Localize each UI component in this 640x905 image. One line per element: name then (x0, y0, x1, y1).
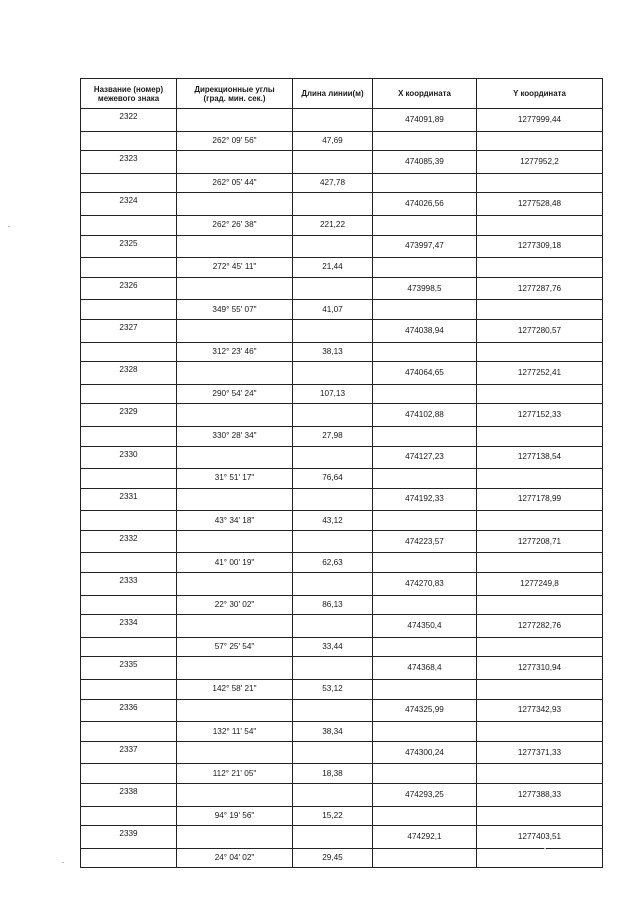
header-angle-line2: (град. мин. сек.) (203, 93, 266, 103)
y-coordinate-cell: 1277280,57 (477, 319, 603, 342)
line-length-cell: 107,13 (293, 384, 373, 404)
y-coordinate-cell: 1277528,48 (477, 193, 603, 216)
y-empty-cell (477, 553, 603, 573)
name-empty-cell (81, 764, 177, 784)
x-empty-cell (373, 426, 477, 446)
x-coordinate-cell: 474300,24 (373, 741, 477, 764)
y-empty-cell (477, 215, 603, 235)
x-empty-cell (373, 469, 477, 489)
direction-angle-cell: 22° 30' 02" (177, 595, 293, 615)
table-row (81, 258, 603, 278)
direction-angle-cell: 290° 54' 24" (177, 384, 293, 404)
angle-empty-cell (177, 235, 293, 258)
x-empty-cell (373, 300, 477, 320)
direction-angle-cell: 112° 21' 05" (177, 764, 293, 784)
name-empty-cell (81, 215, 177, 235)
direction-angle-cell: 272° 45' 11" (177, 258, 293, 278)
angle-empty-cell (177, 193, 293, 216)
line-length-cell: 38,13 (293, 342, 373, 362)
point-name-cell: 2331 (81, 488, 177, 511)
y-empty-cell (477, 637, 603, 657)
length-empty-cell (293, 615, 373, 638)
table-row (81, 151, 603, 174)
direction-angle-cell: 57° 25' 54" (177, 637, 293, 657)
x-empty-cell (373, 637, 477, 657)
x-coordinate-cell: 474293,25 (373, 784, 477, 807)
length-empty-cell (293, 699, 373, 722)
y-empty-cell (477, 806, 603, 826)
length-empty-cell (293, 404, 373, 427)
table-row (81, 384, 603, 404)
scan-speck (62, 862, 64, 863)
angle-empty-cell (177, 488, 293, 511)
length-empty-cell (293, 826, 373, 849)
table-row (81, 657, 603, 680)
direction-angle-cell: 262° 26' 38" (177, 215, 293, 235)
direction-angle-cell: 94° 19' 56" (177, 806, 293, 826)
table-row (81, 784, 603, 807)
line-length-cell: 29,45 (293, 848, 373, 868)
x-coordinate-cell: 474192,33 (373, 488, 477, 511)
angle-empty-cell (177, 826, 293, 849)
table-row (81, 131, 603, 151)
header-length: Длина линии(м) (293, 79, 373, 109)
x-coordinate-cell: 474325,99 (373, 699, 477, 722)
name-empty-cell (81, 848, 177, 868)
y-empty-cell (477, 173, 603, 193)
table-row (81, 595, 603, 615)
name-empty-cell (81, 426, 177, 446)
angle-empty-cell (177, 319, 293, 342)
x-coordinate-cell: 474292,1 (373, 826, 477, 849)
x-coordinate-cell: 474091,89 (373, 109, 477, 132)
point-name-cell: 2327 (81, 319, 177, 342)
table-row (81, 193, 603, 216)
y-coordinate-cell: 1277952,2 (477, 151, 603, 174)
y-coordinate-cell: 1277388,33 (477, 784, 603, 807)
x-coordinate-cell: 474085,39 (373, 151, 477, 174)
x-coordinate-cell: 474038,94 (373, 319, 477, 342)
angle-empty-cell (177, 530, 293, 553)
point-name-cell: 2338 (81, 784, 177, 807)
table-row (81, 404, 603, 427)
table-row (81, 637, 603, 657)
y-empty-cell (477, 342, 603, 362)
line-length-cell: 427,78 (293, 173, 373, 193)
table-row (81, 446, 603, 469)
line-length-cell: 41,07 (293, 300, 373, 320)
name-empty-cell (81, 384, 177, 404)
y-coordinate-cell: 1277309,18 (477, 235, 603, 258)
coordinates-table (80, 78, 603, 868)
direction-angle-cell: 41° 00' 19" (177, 553, 293, 573)
angle-empty-cell (177, 446, 293, 469)
table-row (81, 319, 603, 342)
x-empty-cell (373, 722, 477, 742)
y-empty-cell (477, 300, 603, 320)
line-length-cell: 76,64 (293, 469, 373, 489)
direction-angle-cell: 262° 09' 56" (177, 131, 293, 151)
angle-empty-cell (177, 151, 293, 174)
x-empty-cell (373, 384, 477, 404)
point-name-cell: 2332 (81, 530, 177, 553)
y-coordinate-cell: 1277249,8 (477, 573, 603, 596)
point-name-cell: 2334 (81, 615, 177, 638)
name-empty-cell (81, 595, 177, 615)
table-row (81, 806, 603, 826)
line-length-cell: 18,38 (293, 764, 373, 784)
angle-empty-cell (177, 109, 293, 132)
angle-empty-cell (177, 573, 293, 596)
point-name-cell: 2324 (81, 193, 177, 216)
x-coordinate-cell: 473997,47 (373, 235, 477, 258)
x-coordinate-cell: 474350,4 (373, 615, 477, 638)
x-empty-cell (373, 511, 477, 531)
x-coordinate-cell: 474368,4 (373, 657, 477, 680)
name-empty-cell (81, 553, 177, 573)
angle-empty-cell (177, 362, 293, 385)
y-empty-cell (477, 722, 603, 742)
y-coordinate-cell: 1277999,44 (477, 109, 603, 132)
point-name-cell: 2323 (81, 151, 177, 174)
y-coordinate-cell: 1277403,51 (477, 826, 603, 849)
line-length-cell: 21,44 (293, 258, 373, 278)
table-row (81, 680, 603, 700)
line-length-cell: 43,12 (293, 511, 373, 531)
y-coordinate-cell: 1277208,71 (477, 530, 603, 553)
line-length-cell: 38,34 (293, 722, 373, 742)
direction-angle-cell: 312° 23' 46" (177, 342, 293, 362)
table-row (81, 848, 603, 868)
line-length-cell: 53,12 (293, 680, 373, 700)
name-empty-cell (81, 511, 177, 531)
x-empty-cell (373, 806, 477, 826)
line-length-cell: 47,69 (293, 131, 373, 151)
table-row (81, 511, 603, 531)
y-coordinate-cell: 1277310,94 (477, 657, 603, 680)
y-coordinate-cell: 1277138,54 (477, 446, 603, 469)
header-name (81, 79, 177, 109)
header-x: X координата (373, 79, 477, 109)
direction-angle-cell: 24° 04' 02" (177, 848, 293, 868)
table-row (81, 469, 603, 489)
x-coordinate-cell: 474223,57 (373, 530, 477, 553)
point-name-cell: 2335 (81, 657, 177, 680)
angle-empty-cell (177, 699, 293, 722)
y-empty-cell (477, 680, 603, 700)
x-coordinate-cell: 474064,65 (373, 362, 477, 385)
y-coordinate-cell: 1277152,33 (477, 404, 603, 427)
x-coordinate-cell: 474102,88 (373, 404, 477, 427)
point-name-cell: 2322 (81, 109, 177, 132)
x-empty-cell (373, 131, 477, 151)
angle-empty-cell (177, 741, 293, 764)
table-row (81, 530, 603, 553)
line-length-cell: 33,44 (293, 637, 373, 657)
direction-angle-cell: 31° 51' 17" (177, 469, 293, 489)
length-empty-cell (293, 784, 373, 807)
direction-angle-cell: 330° 28' 34" (177, 426, 293, 446)
angle-empty-cell (177, 404, 293, 427)
point-name-cell: 2329 (81, 404, 177, 427)
table-row (81, 235, 603, 258)
y-empty-cell (477, 595, 603, 615)
name-empty-cell (81, 342, 177, 362)
direction-angle-cell: 142° 58' 21" (177, 680, 293, 700)
table-row (81, 362, 603, 385)
length-empty-cell (293, 530, 373, 553)
point-name-cell: 2337 (81, 741, 177, 764)
name-empty-cell (81, 300, 177, 320)
x-empty-cell (373, 680, 477, 700)
line-length-cell: 62,63 (293, 553, 373, 573)
x-coordinate-cell: 473998,5 (373, 277, 477, 300)
y-coordinate-cell: 1277252,41 (477, 362, 603, 385)
name-empty-cell (81, 131, 177, 151)
y-coordinate-cell: 1277282,76 (477, 615, 603, 638)
header-angle-line1: Дирекционные углы (194, 84, 275, 94)
name-empty-cell (81, 173, 177, 193)
x-coordinate-cell: 474026,56 (373, 193, 477, 216)
name-empty-cell (81, 469, 177, 489)
x-empty-cell (373, 595, 477, 615)
table-row (81, 109, 603, 132)
length-empty-cell (293, 109, 373, 132)
point-name-cell: 2336 (81, 699, 177, 722)
x-empty-cell (373, 764, 477, 784)
direction-angle-cell: 43° 34' 18" (177, 511, 293, 531)
x-empty-cell (373, 342, 477, 362)
y-empty-cell (477, 258, 603, 278)
table-row (81, 215, 603, 235)
length-empty-cell (293, 151, 373, 174)
point-name-cell: 2326 (81, 277, 177, 300)
line-length-cell: 15,22 (293, 806, 373, 826)
point-name-cell: 2325 (81, 235, 177, 258)
x-coordinate-cell: 474270,83 (373, 573, 477, 596)
table-row (81, 826, 603, 849)
name-empty-cell (81, 258, 177, 278)
angle-empty-cell (177, 277, 293, 300)
y-coordinate-cell: 1277287,76 (477, 277, 603, 300)
line-length-cell: 221,22 (293, 215, 373, 235)
angle-empty-cell (177, 657, 293, 680)
y-coordinate-cell: 1277371,33 (477, 741, 603, 764)
header-name-line2: межевого знака (97, 93, 160, 103)
table-row (81, 699, 603, 722)
table-row (81, 553, 603, 573)
point-name-cell: 2328 (81, 362, 177, 385)
y-empty-cell (477, 426, 603, 446)
angle-empty-cell (177, 615, 293, 638)
x-empty-cell (373, 215, 477, 235)
y-empty-cell (477, 848, 603, 868)
line-length-cell: 27,98 (293, 426, 373, 446)
table-row (81, 764, 603, 784)
y-coordinate-cell: 1277342,93 (477, 699, 603, 722)
table-body (81, 109, 603, 868)
point-name-cell: 2330 (81, 446, 177, 469)
y-empty-cell (477, 764, 603, 784)
y-empty-cell (477, 384, 603, 404)
point-name-cell: 2333 (81, 573, 177, 596)
length-empty-cell (293, 488, 373, 511)
y-empty-cell (477, 469, 603, 489)
table-row (81, 300, 603, 320)
length-empty-cell (293, 193, 373, 216)
table-row (81, 573, 603, 596)
table-row (81, 722, 603, 742)
table-header (81, 79, 603, 109)
header-name-line1: Название (номер) (93, 84, 164, 94)
length-empty-cell (293, 235, 373, 258)
scan-speck (544, 848, 546, 849)
table-row (81, 741, 603, 764)
x-empty-cell (373, 173, 477, 193)
direction-angle-cell: 132° 11' 54" (177, 722, 293, 742)
name-empty-cell (81, 722, 177, 742)
y-coordinate-cell: 1277178,99 (477, 488, 603, 511)
y-empty-cell (477, 511, 603, 531)
header-angle (177, 79, 293, 109)
table-row (81, 615, 603, 638)
direction-angle-cell: 262° 05' 44" (177, 173, 293, 193)
table-row (81, 342, 603, 362)
name-empty-cell (81, 806, 177, 826)
table-row (81, 173, 603, 193)
length-empty-cell (293, 573, 373, 596)
x-coordinate-cell: 474127,23 (373, 446, 477, 469)
length-empty-cell (293, 277, 373, 300)
point-name-cell: 2339 (81, 826, 177, 849)
y-empty-cell (477, 131, 603, 151)
line-length-cell: 86,13 (293, 595, 373, 615)
name-empty-cell (81, 637, 177, 657)
length-empty-cell (293, 319, 373, 342)
length-empty-cell (293, 741, 373, 764)
length-empty-cell (293, 446, 373, 469)
table-row (81, 488, 603, 511)
length-empty-cell (293, 362, 373, 385)
table-row (81, 426, 603, 446)
direction-angle-cell: 349° 55' 07" (177, 300, 293, 320)
length-empty-cell (293, 657, 373, 680)
x-empty-cell (373, 258, 477, 278)
scan-speck (8, 226, 10, 227)
name-empty-cell (81, 680, 177, 700)
x-empty-cell (373, 848, 477, 868)
table-row (81, 277, 603, 300)
x-empty-cell (373, 553, 477, 573)
header-y: Y координата (477, 79, 603, 109)
angle-empty-cell (177, 784, 293, 807)
